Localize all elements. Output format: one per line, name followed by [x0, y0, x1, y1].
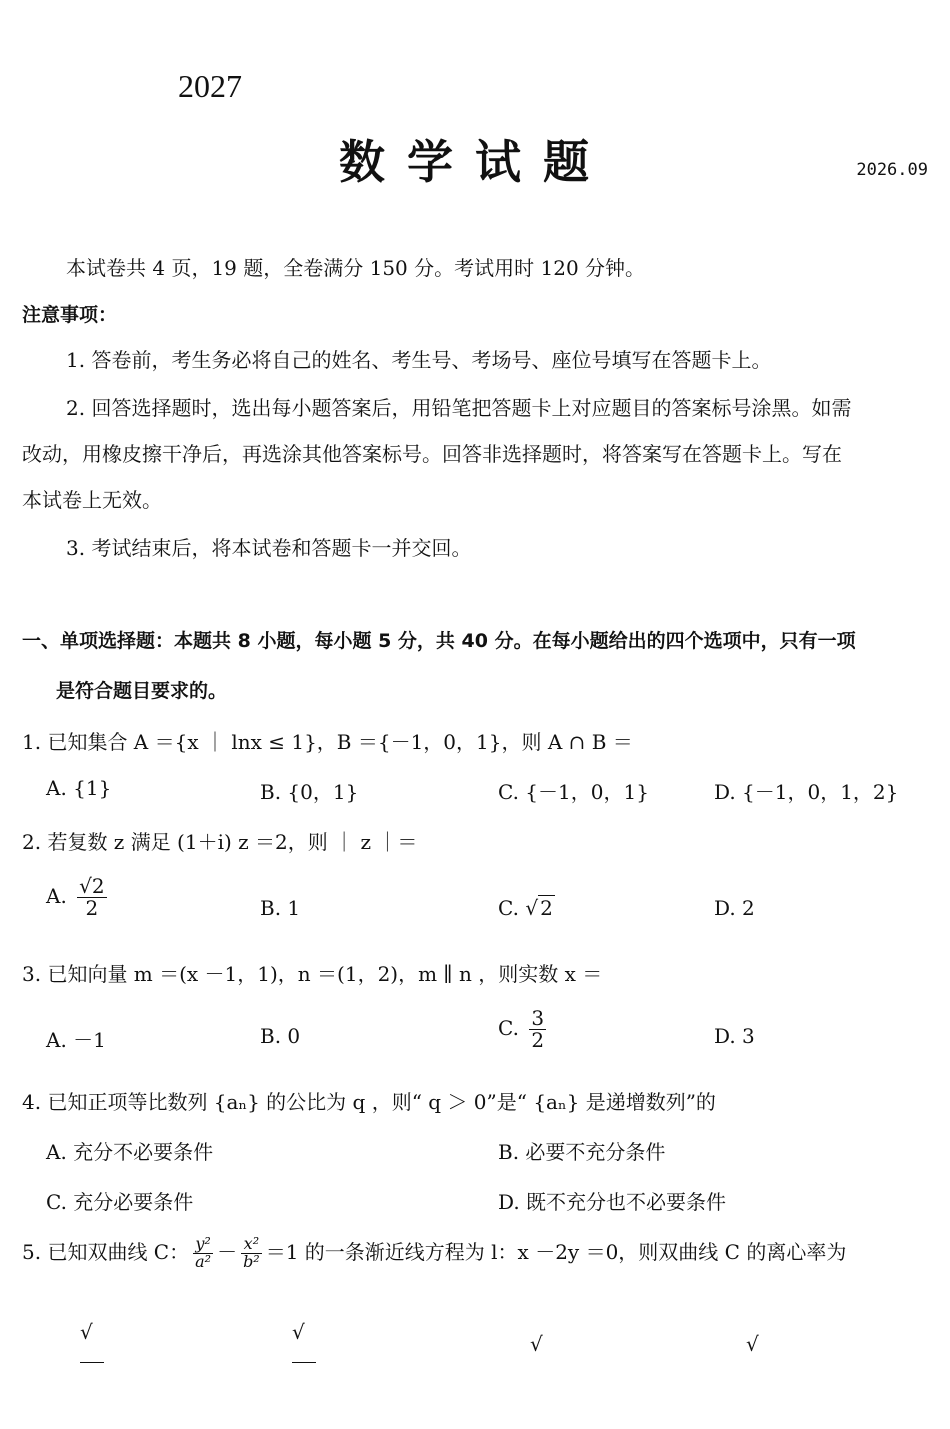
exam-date: 2026.09: [856, 160, 928, 180]
note-item-2-line-2: 改动，用橡皮擦干净后，再选涂其他答案标号。回答非选择题时，将答案写在答题卡上。写在: [22, 442, 842, 466]
question-4-option-d: D. 既不充分也不必要条件: [498, 1190, 727, 1214]
question-5-option-c-partial: [530, 1332, 543, 1356]
sqrt-glyph: √: [530, 1332, 543, 1356]
question-1-option-d: D. {－1，0，1，2}: [714, 780, 899, 804]
option-label: C.: [498, 896, 519, 920]
question-5-option-a-partial: [80, 1320, 104, 1368]
intro-text: 本试卷共 4 页，19 题，全卷满分 150 分。考试用时 120 分钟。: [66, 256, 646, 280]
stem-prefix: 5. 已知双曲线 C：: [22, 1240, 190, 1264]
fraction-y-over-a: [193, 1236, 213, 1271]
denominator: b²: [243, 1252, 260, 1271]
numerator: 3: [531, 1006, 545, 1030]
minus-sign: －: [217, 1240, 238, 1264]
question-3-option-a: A. －1: [46, 1028, 106, 1052]
question-3-option-b: B. 0: [260, 1024, 301, 1048]
question-4-option-c: C. 充分必要条件: [46, 1190, 194, 1214]
question-2-option-a: [46, 876, 111, 919]
fraction-bar: [80, 1362, 104, 1363]
option-label: A.: [46, 884, 67, 908]
section-heading-line-1: 一、单项选择题：本题共 8 小题，每小题 5 分，共 40 分。在每小题给出的四个选项中，只有一项: [22, 630, 856, 652]
denominator: a²: [195, 1252, 212, 1271]
note-item-1: 1. 答卷前，考生务必将自己的姓名、考生号、考场号、座位号填写在答题卡上。: [66, 348, 772, 372]
question-5-option-d-partial: [746, 1332, 759, 1356]
fraction-x-over-b: [241, 1236, 262, 1271]
exam-year: 2027: [178, 68, 242, 104]
question-2-option-c: [498, 896, 555, 920]
stem-suffix: ＝1 的一条渐近线方程为 l：x －2y ＝0，则双曲线 C 的离心率为: [265, 1240, 847, 1264]
note-item-2-line-1: 2. 回答选择题时，选出每小题答案后，用铅笔把答题卡上对应题目的答案标号涂黑。如需: [66, 396, 852, 420]
question-1-option-b: B. {0，1}: [260, 780, 359, 804]
question-4-stem: 4. 已知正项等比数列 {aₙ} 的公比为 q ，则“ q ＞ 0”是“ {aₙ} 是递增数列”的: [22, 1090, 716, 1114]
question-5-option-b-partial: [292, 1320, 316, 1368]
question-3-option-c: [498, 1008, 550, 1051]
question-2-stem: 2. 若复数 z 满足 (1＋i) z ＝2，则 ｜ z ｜＝: [22, 830, 418, 854]
question-3-option-d: D. 3: [714, 1024, 755, 1048]
fraction: [77, 876, 106, 919]
note-item-3: 3. 考试结束后，将本试卷和答题卡一并交回。: [66, 536, 472, 560]
question-4-option-a: A. 充分不必要条件: [46, 1140, 214, 1164]
note-item-2-line-3: 本试卷上无效。: [22, 488, 162, 512]
option-label: C.: [498, 1016, 519, 1040]
question-1-stem: 1. 已知集合 A ＝{x ｜ lnx ≤ 1}，B ＝{－1，0，1}，则 A ∩ B ＝: [22, 730, 633, 754]
numerator: √2: [79, 874, 105, 898]
denominator: 2: [531, 1028, 545, 1052]
fraction: [529, 1008, 546, 1051]
question-2-option-d: D. 2: [714, 896, 755, 920]
sqrt-glyph: √: [746, 1332, 759, 1356]
question-2-option-b: B. 1: [260, 896, 301, 920]
question-4-option-b: B. 必要不充分条件: [498, 1140, 666, 1164]
question-3-stem: 3. 已知向量 m ＝(x －1，1)，n ＝(1，2)，m ∥ n ，则实数 x ＝: [22, 962, 603, 986]
sqrt-glyph: √: [80, 1320, 93, 1344]
denominator: 2: [85, 896, 99, 920]
question-1-option-a: A. {1}: [46, 776, 112, 800]
radicand: 2: [540, 896, 553, 920]
numerator: y²: [193, 1236, 213, 1254]
section-heading-line-2: 是符合题目要求的。: [56, 680, 228, 702]
notes-heading: 注意事项：: [22, 304, 118, 326]
fraction-bar: [292, 1362, 316, 1363]
page-title: 数学试题: [339, 135, 611, 189]
square-root: √ 2: [525, 896, 553, 920]
question-5-stem: [22, 1236, 846, 1271]
question-1-option-c: C. {－1，0，1}: [498, 780, 649, 804]
sqrt-glyph: √: [292, 1320, 305, 1344]
numerator: x²: [241, 1236, 262, 1254]
